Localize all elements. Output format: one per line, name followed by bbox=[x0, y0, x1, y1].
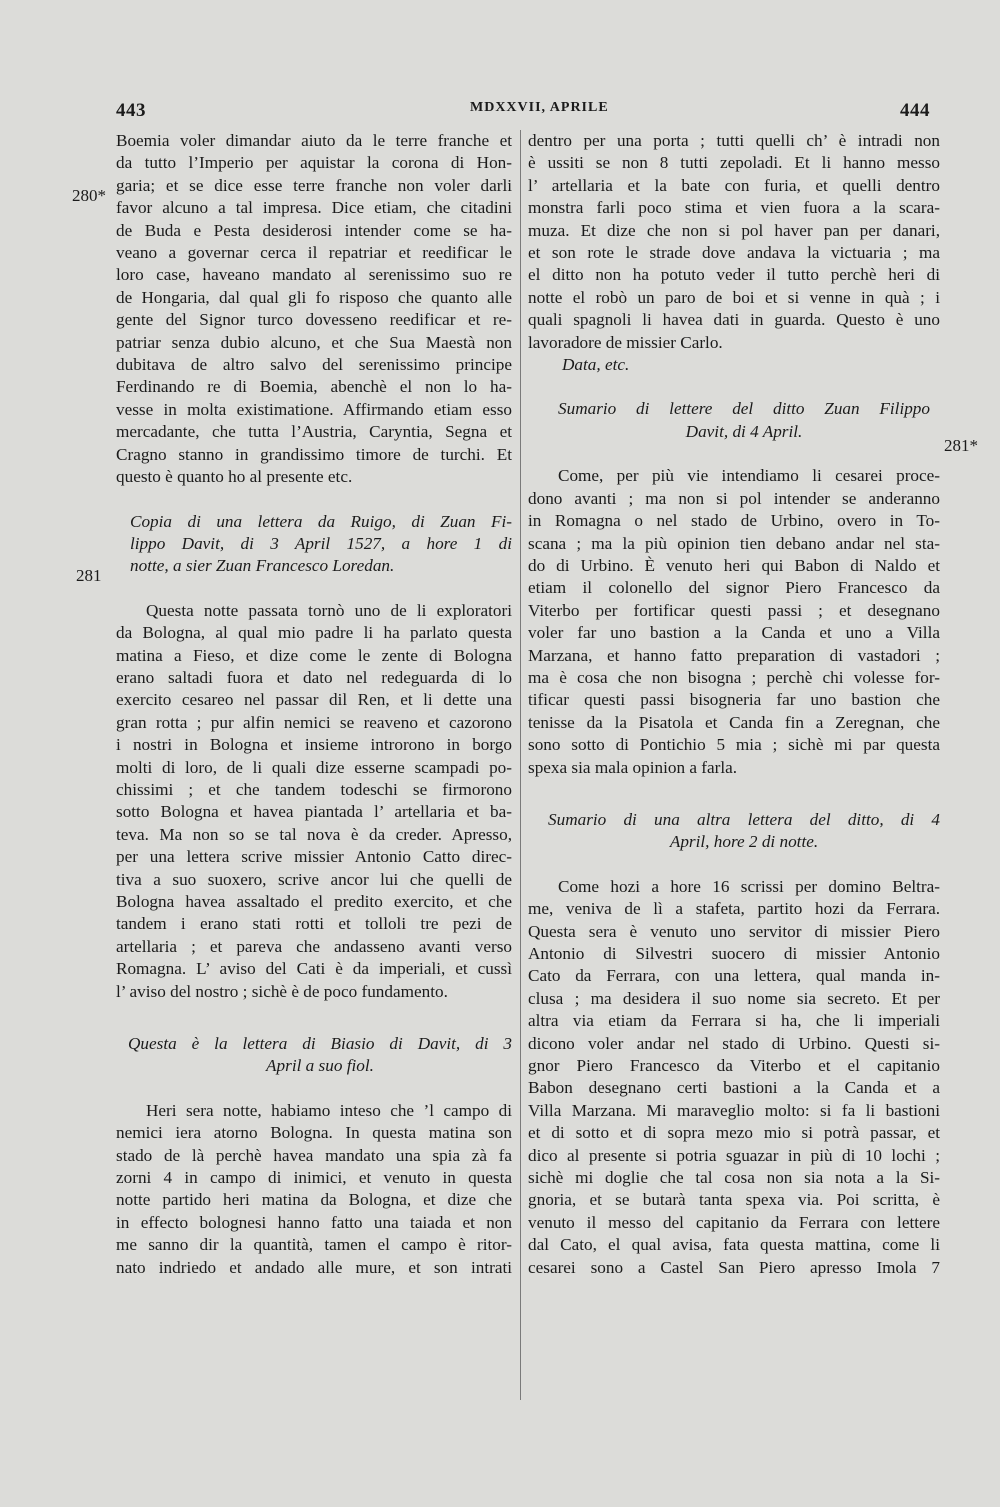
left-paragraph-1 bbox=[116, 130, 512, 489]
text-line: in Romagna o nel stado de Urbino, overo in To- bbox=[528, 511, 940, 531]
text-line: i nostri in Bologna et insieme introrono in borgo bbox=[116, 735, 512, 755]
text-line: da tutto l’Imperio per aquistar la corona di Hon- bbox=[116, 153, 512, 173]
text-line: scana ; ma la più opinion tien debano andar nel sta- bbox=[528, 533, 940, 553]
text-line: sichè mi doglie che tal cosa non sia nota a la Si- bbox=[528, 1168, 940, 1188]
text-line: Boemia voler dimandar aiuto da le terre franche et bbox=[116, 131, 512, 150]
text-line: muza. Et dize che non si pol haver pan per danari, bbox=[528, 220, 940, 240]
page-number-left: 443 bbox=[116, 100, 146, 121]
heading-line: April, hore 2 di notte. bbox=[669, 832, 819, 852]
text-line: Romagna. L’ aviso del Cati è da imperiali, et cussì bbox=[116, 959, 512, 979]
text-line: in effecto bolognesi hanno fatto una taiada et non bbox=[116, 1212, 512, 1232]
text-line: sotto Bologna et havea piantada l’ artellaria et ba- bbox=[116, 802, 512, 822]
heading-line: notte, a sier Zuan Francesco Loredan. bbox=[130, 556, 395, 576]
text-line: molti di loro, de li quali dize esserne scampadi po- bbox=[116, 757, 512, 777]
text-line: per una lettera scrive missier Antonio Catto direc- bbox=[116, 847, 512, 867]
left-paragraph-2 bbox=[116, 600, 512, 1003]
text-line: Antonio di Silvestri suocero di missier Antonio bbox=[528, 944, 940, 963]
text-line: favor alcuno a tal impresa. Dice etiam, che citadini bbox=[116, 198, 512, 218]
text-line: gente del Signor turco dovesseno reedificar et re- bbox=[116, 310, 512, 330]
text-line: Ferdinando re di Boemia, abenchè el non lo ha- bbox=[116, 377, 512, 397]
text-line: l’ aviso del nostro ; sichè è de poco fundamento. bbox=[116, 981, 448, 1001]
text-line: vesse in molta existimatione. Affirmando etiam esso bbox=[116, 399, 512, 419]
text-line: de Buda e Pesta desiderosi intender come se ha- bbox=[116, 220, 512, 240]
heading-line: Sumario di una altra lettera del ditto, di 4 bbox=[548, 809, 940, 829]
text-line: Marzana, et hanno fatto preparation di vastadori ; bbox=[528, 645, 940, 665]
text-line: dicono voler andar nel stado di Urbino. Questi si- bbox=[528, 1033, 940, 1053]
heading-line: lippo Davit, di 3 April 1527, a hore 1 di bbox=[130, 533, 512, 553]
text-line: dono avanti ; ma non si pol intender se anderanno bbox=[528, 488, 940, 508]
right-heading-1 bbox=[528, 398, 940, 443]
text-line: me, veniva de lì a stafeta, partito hozi da Ferrara. bbox=[528, 899, 940, 919]
text-line: cesarei sono a Castel San Piero apresso Imola 7 bbox=[528, 1257, 940, 1277]
text-line: erano saltadi fuora et dato nel redeguarda di lo bbox=[116, 667, 512, 687]
margin-note-281: 281 bbox=[76, 566, 102, 585]
text-line: matina a Fieso, et dize come le zente di Bologna bbox=[116, 645, 512, 665]
right-column bbox=[528, 130, 940, 1279]
left-column bbox=[116, 130, 512, 1279]
text-line: Cato da Ferrara, con una lettera, qual manda in- bbox=[528, 966, 940, 986]
running-header bbox=[0, 100, 1000, 124]
right-heading-2 bbox=[528, 809, 940, 854]
text-line: Villa Marzana. Mi maraveglio molto: si fa li bastioni bbox=[528, 1100, 940, 1120]
text-line: Come hozi a hore 16 scrissi per domino Beltra- bbox=[558, 876, 940, 896]
text-line: me sanno dir la quantità, tamen el campo è ritor- bbox=[116, 1235, 512, 1255]
text-line: questo è quanto ho al presente etc. bbox=[116, 467, 353, 487]
text-line: nato indriedo et andado alle mure, et son intrati bbox=[116, 1257, 512, 1277]
column-divider bbox=[520, 130, 521, 1400]
text-line: et di sotto et di sopra mezo mio si potrà passar, et bbox=[528, 1123, 940, 1143]
text-line: gnoria, et se butarà tanta spexa via. Poi scritta, è bbox=[528, 1190, 940, 1210]
margin-note-281-star: 281* bbox=[944, 436, 978, 455]
text-line: garia; et se dice esse terre franche non voler darli bbox=[116, 175, 512, 195]
text-line: spexa sia mala opinion a farla. bbox=[528, 757, 738, 777]
text-line: notte el robò un paro de boi et si venne in quà ; i bbox=[528, 287, 940, 307]
right-paragraph-3 bbox=[528, 876, 940, 1279]
text-line: è ussiti se non 8 tutti zepoladi. Et li hanno messo bbox=[528, 153, 940, 173]
running-title: MDXXVII, APRILE bbox=[470, 100, 609, 115]
text-line: mercadante, che tutta l’Austria, Caryntia, Segna et bbox=[116, 422, 512, 442]
text-line: stado de là perchè havea mandato una spia zà fa bbox=[116, 1145, 512, 1165]
text-line: patriar senza dubio alcuno, et che Sua Maestà non bbox=[116, 332, 512, 352]
text-line: Cragno stanno in grandissimo timore de turchi. Et bbox=[116, 444, 512, 464]
text-line: sono sotto di Pontichio 5 mia ; sichè mi par questa bbox=[528, 735, 940, 755]
text-line: gran rotta ; pur alfin nemici se reaveno et cazorono bbox=[116, 712, 512, 732]
heading-line: Davit, di 4 April. bbox=[685, 421, 803, 441]
text-line: dal Cato, el qual avisa, fata questa mattina, come li bbox=[528, 1235, 940, 1255]
text-line: exercito cesareo nel passar dil Ren, et li dette una bbox=[116, 690, 512, 710]
text-line: dubitava de altro salvo del serenissimo principe bbox=[116, 355, 512, 375]
text-line: do di Urbino. È venuto heri qui Babon di Naldo et bbox=[528, 555, 940, 575]
text-line: altra via etiam da Ferrara si ha, che li imperiali bbox=[528, 1011, 940, 1031]
text-line: veano a governar cerca il repatriar et reedificar le bbox=[116, 243, 512, 263]
text-line: dico al presente si potria sguazar in più di 10 lochi ; bbox=[528, 1145, 940, 1165]
text-line: loro case, haveano mandato al serenissimo suo re bbox=[116, 265, 512, 285]
text-line: Viterbo per fortificar questi passi ; et desegnano bbox=[528, 600, 940, 620]
heading-line: Copia di una lettera da Ruigo, di Zuan Fi- bbox=[130, 511, 512, 531]
text-line: quali spagnoli li havea dati in guarda. Questo è uno bbox=[528, 310, 940, 330]
text-line: artellaria ; et pareva che andasseno avanti verso bbox=[116, 936, 512, 956]
text-line: el ditto non ha potuto veder il tutto perchè heri di bbox=[528, 265, 940, 285]
text-line: de Hongaria, dal qual gli fo risposo che quanto alle bbox=[116, 287, 512, 307]
text-line: da Bologna, al qual mio padre li ha parlato questa bbox=[116, 623, 512, 643]
page-number-right: 444 bbox=[900, 100, 930, 121]
heading-line: Questa è la lettera di Biasio di Davit, di 3 bbox=[128, 1034, 512, 1054]
text-line: tiva a suo suoxero, scrive ancor lui che quelli de bbox=[116, 869, 512, 889]
text-line: lavoradore de missier Carlo. bbox=[528, 332, 723, 352]
text-line: Questa sera è venuto uno servitor di missier Piero bbox=[528, 921, 940, 941]
right-paragraph-2 bbox=[528, 465, 940, 779]
text-line: Babon desegnano certi bastioni a la Canda et a bbox=[528, 1078, 940, 1098]
left-heading-1 bbox=[116, 511, 512, 578]
text-line: notte partido heri matina da Bologna, et dize che bbox=[116, 1190, 512, 1210]
heading-line: April a suo fiol. bbox=[266, 1056, 374, 1076]
date-line: Data, etc. bbox=[562, 355, 630, 375]
text-line: ma è cosa che non bisogna ; perchè chi volesse for- bbox=[528, 667, 940, 687]
text-line: etiam il colonello del signor Piero Francesco da bbox=[528, 578, 940, 598]
text-line: tificar questi passi bisogneria far uno bastion che bbox=[528, 690, 940, 710]
text-line: tenisse da la Pisatola et Canda fin a Zeregnan, che bbox=[528, 712, 940, 732]
text-line: et son rote le strade dove andava la victuaria ; ma bbox=[528, 243, 940, 263]
text-line: tandem i erano stati rotti et tolloli tre pezi de bbox=[116, 914, 512, 934]
text-line: Heri sera notte, habiamo inteso che ’l campo di bbox=[146, 1100, 512, 1120]
text-line: zorni 4 in campo di inimici, et venuto in questa bbox=[116, 1168, 512, 1188]
text-line: gnor Piero Francesco da Viterbo et el capitanio bbox=[528, 1056, 940, 1076]
text-line: Come, per più vie intendiamo li cesarei proce- bbox=[558, 466, 940, 486]
text-line: chissimi ; et che tandem todeschi se firmorono bbox=[116, 779, 512, 799]
text-line: voler far uno bastion a la Canda et uno a Villa bbox=[528, 623, 940, 643]
text-line: clusa ; ma desidera il suo nome sia secreto. Et per bbox=[528, 988, 940, 1008]
left-heading-2 bbox=[116, 1033, 512, 1078]
text-line: l’ artellaria et la bate con furia, et quelli dentro bbox=[528, 175, 940, 195]
left-paragraph-3 bbox=[116, 1100, 512, 1279]
heading-line: Sumario di lettere del ditto Zuan Filippo bbox=[558, 399, 930, 419]
text-line: dentro per una porta ; tutti quelli ch’ è intradi non bbox=[528, 131, 940, 150]
text-line: Bologna havea assaltado el predito exercito, et che bbox=[116, 892, 512, 911]
text-line: monstra farli poco stima et vien fuora a la scara- bbox=[528, 198, 940, 218]
text-line: Questa notte passata tornò uno de li exploratori bbox=[146, 600, 512, 620]
right-paragraph-1 bbox=[528, 130, 940, 376]
text-line: nemici iera atorno Bologna. In questa matina son bbox=[116, 1123, 512, 1143]
text-line: venuto il messo del capitanio da Ferrara con lettere bbox=[528, 1212, 940, 1232]
margin-note-280: 280* bbox=[72, 186, 106, 205]
text-line: teva. Ma non so se tal nova è da creder. Apresso, bbox=[116, 824, 512, 844]
